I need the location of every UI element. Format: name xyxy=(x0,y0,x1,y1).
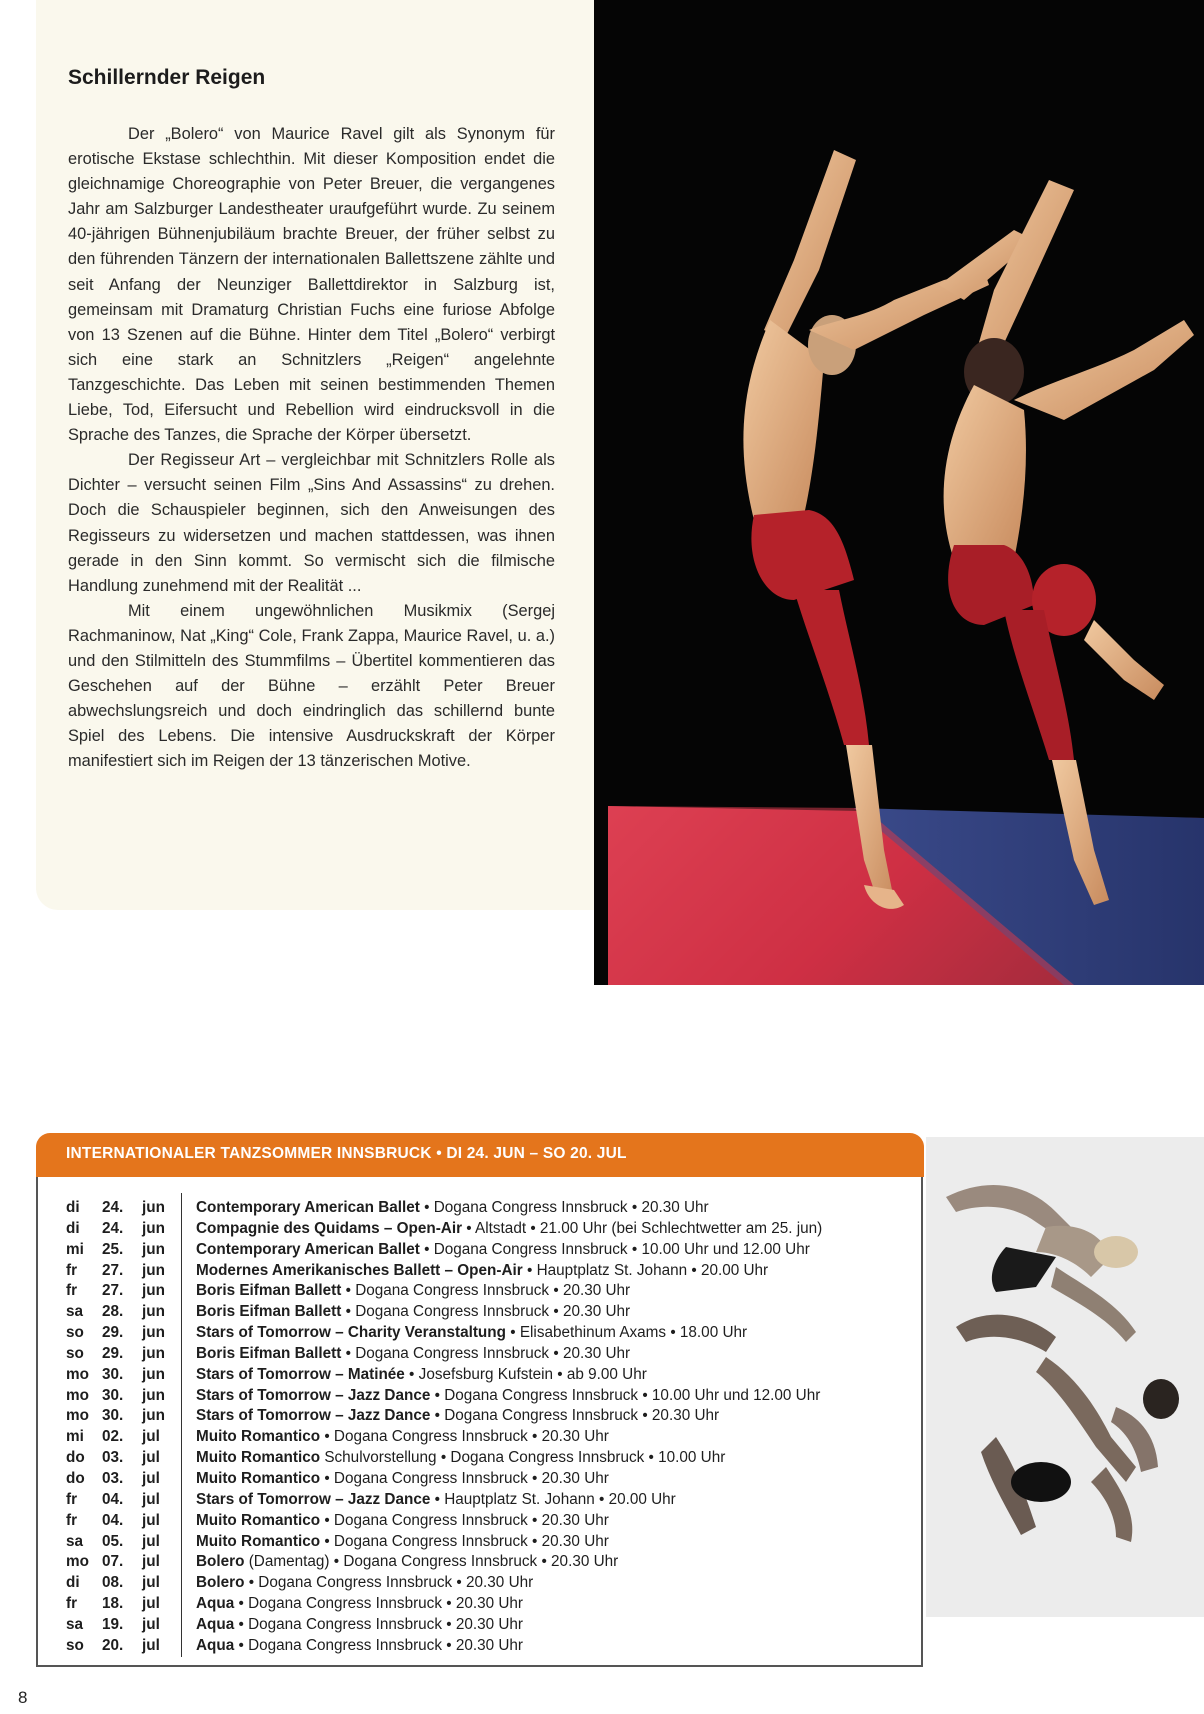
schedule-day: fr xyxy=(66,1595,78,1613)
schedule-event-details: • Dogana Congress Innsbruck • 20.30 Uhr xyxy=(244,1574,534,1592)
schedule-event xyxy=(196,1615,523,1636)
schedule-event-title: Muito Romantico xyxy=(196,1449,321,1467)
schedule-event xyxy=(196,1406,719,1427)
schedule-event-title: Stars of Tomorrow – Matinée xyxy=(196,1365,405,1383)
schedule-event-details: • Josefsburg Kufstein • ab 9.00 Uhr xyxy=(404,1365,647,1383)
schedule-event xyxy=(196,1365,647,1386)
schedule-header-title: INTERNATIONALER TANZSOMMER INNSBRUCK • DI 24. JUN – SO 20. JUL xyxy=(66,1145,627,1162)
schedule-event-details: • Dogana Congress Innsbruck • 20.30 Uhr xyxy=(341,1344,631,1362)
schedule-event-details: • Dogana Congress Innsbruck • 20.30 Uhr xyxy=(341,1303,631,1321)
schedule-event-details: • Dogana Congress Innsbruck • 20.30 Uhr xyxy=(234,1636,524,1654)
schedule-event-details: • Dogana Congress Innsbruck • 20.30 Uhr xyxy=(320,1532,609,1550)
schedule-day: fr xyxy=(66,1282,78,1300)
schedule-date: 25. xyxy=(102,1240,124,1258)
article-paragraph: Der Regisseur Art – vergleichbar mit Schnitzlers Rolle als Dichter – versucht seinen Film „Sins And Assassins“ zu drehen. Doch die Schauspieler beginnen, sich den Anweisungen des Regisseurs zu widersetzen und machen stattdessen, was ihnen gerade in den Sinn kommt. So vermischt sich die filmische Handlung zunehmend mit der Realität ... xyxy=(68,451,555,595)
schedule-event-title: Aqua xyxy=(196,1595,235,1613)
schedule-date: 02. xyxy=(102,1428,124,1446)
schedule-event-details: • Altstadt • 21.00 Uhr (bei Schlechtwetter am 25. jun) xyxy=(462,1219,823,1237)
schedule-row xyxy=(0,1344,930,1365)
schedule-day: di xyxy=(66,1199,80,1216)
schedule-event xyxy=(196,1427,609,1448)
schedule-date: 27. xyxy=(102,1261,124,1279)
acrobatic-dancers-photo xyxy=(926,1137,1204,1617)
schedule-event-title: Contemporary American Ballet xyxy=(196,1240,420,1258)
schedule-month: jul xyxy=(142,1615,160,1633)
schedule-day: do xyxy=(66,1449,85,1467)
schedule-row xyxy=(0,1469,930,1490)
schedule-date: 04. xyxy=(102,1490,124,1508)
schedule-event xyxy=(196,1261,768,1282)
schedule-date: 04. xyxy=(102,1511,124,1529)
schedule-event xyxy=(196,1511,609,1532)
schedule-day: sa xyxy=(66,1532,84,1550)
schedule-date: 30. xyxy=(102,1407,124,1425)
schedule-event-title: Bolero xyxy=(196,1574,245,1592)
schedule-event xyxy=(196,1552,618,1573)
schedule-row xyxy=(0,1490,930,1511)
schedule-date: 29. xyxy=(102,1324,124,1342)
article-paragraph: Der „Bolero“ von Maurice Ravel gilt als Synonym für erotische Ekstase schlechthin. Mit dieser Komposition endet die gleichnamige Choreographie von Peter Breuer, die vergangenes Jahr am Salzburger Landestheater uraufgeführt wurde. Zu seinem 40-jährigen Bühnenjubiläum brachte Breuer, der früher selbst zu den führenden Tänzern der internationalen Ballettszene zählte und seit Anfang der Neunziger Ballettdirektor in Salzburg ist, gemeinsam mit Dramaturg Christian Fuchs eine furiose Abfolge von 13 Szenen auf die Bühne. Hinter dem Titel „Bolero“ verbirgt sich eine stark an Schnitzlers „Reigen“ angelehnte Tanzgeschichte. Das Leben mit seinen bestimmenden Themen Liebe, Tod, Eifersucht und Rebellion wird eindrucksvoll in die Sprache des Tanzes, die Sprache der Körper übersetzt. xyxy=(68,125,555,445)
schedule-month: jul xyxy=(142,1574,160,1592)
article-title: Schillernder Reigen xyxy=(68,66,266,89)
schedule-event-details: • Dogana Congress Innsbruck • 20.30 Uhr xyxy=(341,1282,631,1300)
schedule-event xyxy=(196,1219,822,1240)
schedule-row xyxy=(0,1261,930,1282)
schedule-event-title: Aqua xyxy=(196,1615,235,1633)
schedule-event-details: • Dogana Congress Innsbruck • 20.30 Uhr xyxy=(430,1407,720,1425)
schedule-day: mo xyxy=(66,1386,89,1404)
schedule-event-details: • Hauptplatz St. Johann • 20.00 Uhr xyxy=(430,1490,676,1508)
schedule-month: jun xyxy=(142,1303,165,1321)
schedule-event-title: Stars of Tomorrow – Charity Veranstaltung xyxy=(196,1324,506,1342)
schedule-row xyxy=(0,1219,930,1240)
schedule-row xyxy=(0,1636,930,1657)
schedule-event-details: • Dogana Congress Innsbruck • 20.30 Uhr xyxy=(234,1615,524,1633)
schedule-month: jul xyxy=(142,1428,160,1446)
dancers-photo xyxy=(594,0,1204,1000)
schedule-month: jun xyxy=(142,1344,165,1362)
schedule-event xyxy=(196,1386,820,1407)
schedule-event-details: • Elisabethinum Axams • 18.00 Uhr xyxy=(505,1324,748,1342)
schedule-month: jul xyxy=(142,1532,160,1550)
schedule-month: jun xyxy=(142,1282,165,1300)
schedule-day: di xyxy=(66,1574,80,1592)
schedule-event-title: Aqua xyxy=(196,1636,235,1654)
schedule-event-details: • Dogana Congress Innsbruck • 10.00 Uhr und 12.00 Uhr xyxy=(419,1240,810,1258)
schedule-date: 30. xyxy=(102,1386,124,1404)
schedule-event xyxy=(196,1469,609,1490)
schedule-date: 27. xyxy=(102,1282,124,1300)
schedule-month: jun xyxy=(142,1219,165,1237)
schedule-event-title: Muito Romantico xyxy=(196,1428,321,1446)
schedule-event-title: Muito Romantico xyxy=(196,1532,321,1550)
schedule-event-details: • Dogana Congress Innsbruck • 20.30 Uhr xyxy=(419,1199,709,1216)
schedule-event-details: • Dogana Congress Innsbruck • 20.30 Uhr xyxy=(320,1428,609,1446)
article-paragraph: Mit einem ungewöhnlichen Musikmix (Sergej Rachmaninow, Nat „King“ Cole, Frank Zappa, Maurice Ravel, u. a.) und den Stilmitteln des Stummfilms – Übertitel kommentieren das Geschehen auf der Bühne – erzählt Peter Breuer abwechslungsreich und doch eindringlich das schillernd bunte Spiel des Lebens. Die intensive Ausdruckskraft der Körper manifestiert sich im Reigen der 13 tänzerischen Motive. xyxy=(68,601,555,771)
schedule-row xyxy=(0,1302,930,1323)
schedule-month: jun xyxy=(142,1365,165,1383)
schedule-event-details: • Hauptplatz St. Johann • 20.00 Uhr xyxy=(522,1261,769,1279)
schedule-row xyxy=(0,1594,930,1615)
schedule-event-title: Muito Romantico xyxy=(196,1469,321,1487)
schedule-date: 30. xyxy=(102,1365,124,1383)
schedule-event xyxy=(196,1344,630,1365)
schedule-row xyxy=(0,1615,930,1636)
article-body xyxy=(68,122,555,774)
schedule-event xyxy=(196,1302,630,1323)
schedule-event-title: Compagnie des Quidams – Open-Air xyxy=(196,1219,463,1237)
schedule-row xyxy=(0,1365,930,1386)
schedule-row xyxy=(0,1198,930,1219)
schedule-row xyxy=(0,1427,930,1448)
schedule-event xyxy=(196,1240,810,1261)
schedule-date: 28. xyxy=(102,1303,124,1321)
schedule-row xyxy=(0,1448,930,1469)
schedule-date: 03. xyxy=(102,1469,124,1487)
schedule-date: 29. xyxy=(102,1344,124,1362)
schedule-date: 07. xyxy=(102,1553,124,1571)
schedule-list xyxy=(0,1198,930,1657)
schedule-event xyxy=(196,1594,523,1615)
schedule-day: mi xyxy=(66,1240,84,1258)
schedule-day: mo xyxy=(66,1407,89,1425)
schedule-event-details: (Damentag) • Dogana Congress Innsbruck • 20.30 Uhr xyxy=(244,1553,619,1571)
schedule-month: jun xyxy=(142,1199,165,1216)
schedule-row xyxy=(0,1240,930,1261)
schedule-day: sa xyxy=(66,1303,84,1321)
schedule-date: 19. xyxy=(102,1615,124,1633)
schedule-event xyxy=(196,1490,676,1511)
page-number: 8 xyxy=(18,1688,28,1707)
schedule-day: fr xyxy=(66,1511,78,1529)
schedule-event-title: Modernes Amerikanisches Ballett – Open-Air xyxy=(196,1261,523,1279)
schedule-day: fr xyxy=(66,1490,78,1508)
schedule-row xyxy=(0,1386,930,1407)
schedule-day: mo xyxy=(66,1553,89,1571)
schedule-event xyxy=(196,1323,747,1344)
dancers-illustration xyxy=(594,0,1204,1000)
schedule-date: 18. xyxy=(102,1595,124,1613)
schedule-date: 24. xyxy=(102,1199,124,1216)
schedule-month: jun xyxy=(142,1407,165,1425)
schedule-event-title: Boris Eifman Ballett xyxy=(196,1303,342,1321)
schedule-event-details: • Dogana Congress Innsbruck • 10.00 Uhr und 12.00 Uhr xyxy=(430,1386,821,1404)
schedule-event-title: Boris Eifman Ballett xyxy=(196,1344,342,1362)
schedule-event-title: Stars of Tomorrow – Jazz Dance xyxy=(196,1490,431,1508)
schedule-month: jun xyxy=(142,1240,165,1258)
schedule-row xyxy=(0,1281,930,1302)
schedule-month: jul xyxy=(142,1469,160,1487)
schedule-date: 20. xyxy=(102,1636,124,1654)
schedule-month: jul xyxy=(142,1553,160,1571)
schedule-event xyxy=(196,1636,523,1657)
schedule-month: jun xyxy=(142,1386,165,1404)
schedule-event xyxy=(196,1573,533,1594)
schedule-event-title: Stars of Tomorrow – Jazz Dance xyxy=(196,1386,431,1404)
schedule-event-details: • Dogana Congress Innsbruck • 20.30 Uhr xyxy=(320,1469,609,1487)
schedule-month: jul xyxy=(142,1490,160,1508)
schedule-day: fr xyxy=(66,1261,78,1279)
schedule-month: jun xyxy=(142,1324,165,1342)
schedule-day: mo xyxy=(66,1365,89,1383)
schedule-event-title: Stars of Tomorrow – Jazz Dance xyxy=(196,1407,431,1425)
schedule-date: 05. xyxy=(102,1532,124,1550)
schedule-header xyxy=(36,1133,924,1177)
schedule-row xyxy=(0,1511,930,1532)
schedule-event-details: • Dogana Congress Innsbruck • 20.30 Uhr xyxy=(234,1595,524,1613)
schedule-month: jul xyxy=(142,1449,160,1467)
schedule-event-title: Bolero xyxy=(196,1553,245,1571)
schedule-date: 24. xyxy=(102,1219,124,1237)
schedule-month: jun xyxy=(142,1261,165,1279)
schedule-event-title: Muito Romantico xyxy=(196,1511,321,1529)
schedule-row xyxy=(0,1552,930,1573)
schedule-row xyxy=(0,1323,930,1344)
schedule-row xyxy=(0,1573,930,1594)
schedule-event-details: Schulvorstellung • Dogana Congress Innsbruck • 10.00 Uhr xyxy=(320,1449,726,1467)
schedule-day: mi xyxy=(66,1428,84,1446)
schedule-event xyxy=(196,1198,709,1219)
schedule-day: sa xyxy=(66,1615,84,1633)
schedule-day: so xyxy=(66,1636,84,1654)
schedule-month: jul xyxy=(142,1511,160,1529)
schedule-month: jul xyxy=(142,1636,160,1654)
schedule-event-details: • Dogana Congress Innsbruck • 20.30 Uhr xyxy=(320,1511,609,1529)
schedule-row xyxy=(0,1532,930,1553)
schedule-day: do xyxy=(66,1469,85,1487)
schedule-row xyxy=(0,1406,930,1427)
schedule-day: di xyxy=(66,1219,80,1237)
schedule-month: jul xyxy=(142,1595,160,1613)
schedule-date: 03. xyxy=(102,1449,124,1467)
schedule-day: so xyxy=(66,1324,84,1342)
schedule-event-title: Boris Eifman Ballett xyxy=(196,1282,342,1300)
schedule-event-title: Contemporary American Ballet xyxy=(196,1199,420,1216)
schedule-event xyxy=(196,1281,630,1302)
schedule-date: 08. xyxy=(102,1574,124,1592)
schedule-event xyxy=(196,1448,725,1469)
schedule-day: so xyxy=(66,1344,84,1362)
schedule-event xyxy=(196,1532,609,1553)
acrobatic-dancers-illustration xyxy=(926,1137,1204,1617)
